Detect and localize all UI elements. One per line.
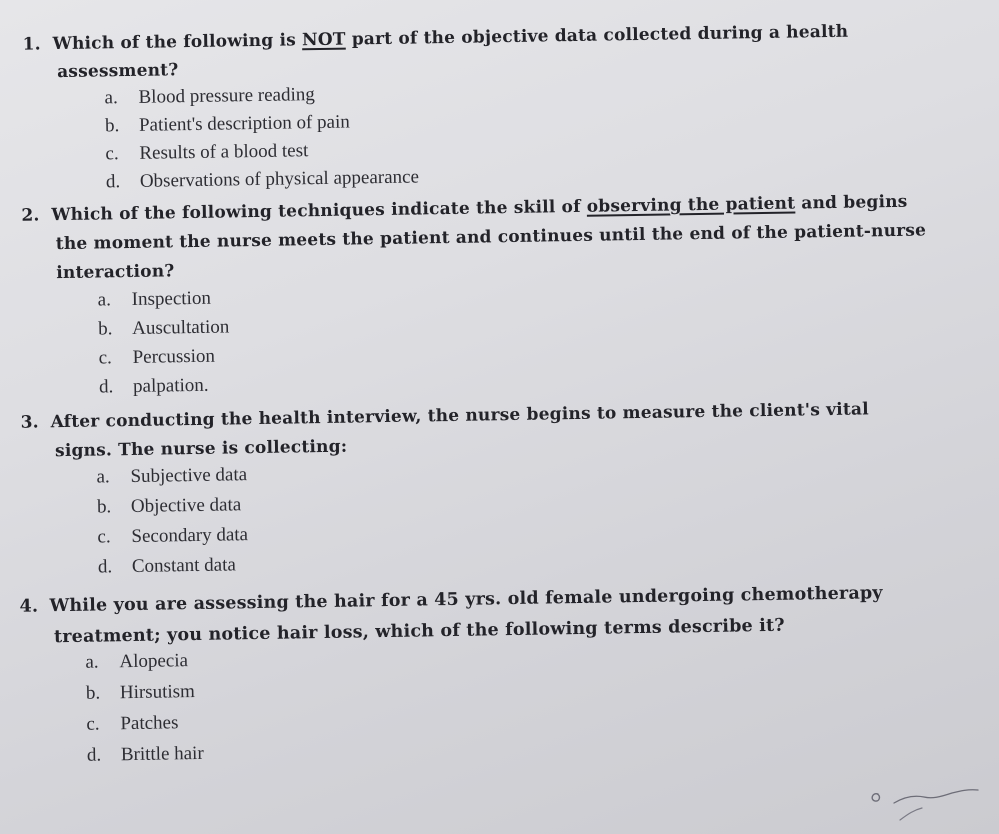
question-2-option-d xyxy=(99,375,209,399)
option-letter: c. xyxy=(105,143,119,165)
question-1-number: 1. xyxy=(22,34,42,55)
option-letter: d. xyxy=(105,171,121,193)
option-letter: b. xyxy=(98,318,113,340)
option-text: palpation. xyxy=(132,374,209,397)
question-1-line-2: assessment? xyxy=(56,60,179,83)
option-text: Inspection xyxy=(131,287,212,310)
question-2-option-b xyxy=(98,316,229,340)
question-1-option-b xyxy=(105,112,350,138)
question-3-number: 3. xyxy=(20,412,39,433)
question-2-number: 2. xyxy=(21,205,40,226)
option-text: Patches xyxy=(120,712,179,735)
option-letter: b. xyxy=(104,115,120,137)
question-2-text-pre: Which of the following techniques indicate the skill of xyxy=(51,196,587,226)
option-letter: b. xyxy=(96,496,112,518)
option-letter: c. xyxy=(98,347,112,369)
question-2-line-2: the moment the nurse meets the patient and continues until the end of the patient-nurse xyxy=(55,220,927,255)
question-4-line-1 xyxy=(19,583,883,617)
option-text: Constant data xyxy=(131,554,237,577)
option-letter: a. xyxy=(104,87,118,109)
question-3-option-d xyxy=(98,554,236,578)
option-letter: d. xyxy=(97,556,113,578)
question-4-option-d xyxy=(87,743,204,767)
question-2-emphasis: observing the patient xyxy=(586,193,796,217)
question-3-option-a xyxy=(96,464,247,488)
option-text: Results of a blood test xyxy=(139,140,309,164)
question-3-line-1 xyxy=(20,399,868,432)
question-4-text: While you are assessing the hair for a 45 yrs. old female undergoing chemotherapy xyxy=(49,583,883,617)
question-1-option-c xyxy=(105,140,308,165)
question-2-line-1 xyxy=(21,192,907,226)
option-letter: d. xyxy=(86,744,102,766)
question-1-option-a xyxy=(104,84,315,109)
question-1-emphasis: NOT xyxy=(301,29,346,51)
question-3-line-2: signs. The nurse is collecting: xyxy=(54,436,348,462)
option-text: Alopecia xyxy=(119,650,189,673)
question-3-option-b xyxy=(97,494,242,518)
question-1-text-post: part of the objective data collected during a health xyxy=(345,21,849,50)
question-4-option-a xyxy=(85,650,188,674)
question-2-line-3: interaction? xyxy=(56,261,175,284)
question-4-option-c xyxy=(86,712,178,735)
option-letter: a. xyxy=(85,651,99,673)
option-text: Blood pressure reading xyxy=(138,84,315,108)
question-3-text: After conducting the health interview, the nurse begins to measure the client's vital xyxy=(50,399,869,433)
question-3-option-c xyxy=(97,524,248,548)
question-2-text-post: and begins xyxy=(795,191,908,214)
option-letter: d. xyxy=(98,376,114,398)
option-letter: b. xyxy=(85,682,101,704)
option-text: Percussion xyxy=(132,345,216,368)
option-text: Observations of physical appearance xyxy=(139,166,420,192)
option-text: Subjective data xyxy=(130,464,248,488)
option-letter: a. xyxy=(96,466,110,488)
question-4-option-b xyxy=(86,681,195,705)
question-1-text-pre: Which of the following is xyxy=(52,30,303,55)
option-text: Secondary data xyxy=(131,524,249,548)
question-2-option-c xyxy=(98,346,215,370)
question-4-number: 4. xyxy=(19,596,39,617)
question-1-option-d xyxy=(106,166,419,193)
option-letter: c. xyxy=(86,713,100,735)
question-2-option-a xyxy=(98,288,211,312)
question-4-line-2: treatment; you notice hair loss, which of the following terms describe it? xyxy=(53,615,785,648)
option-text: Objective data xyxy=(130,494,242,518)
handwritten-mark xyxy=(860,776,990,826)
option-letter: c. xyxy=(97,526,111,548)
option-text: Hirsutism xyxy=(119,681,196,704)
question-1-line-1 xyxy=(23,22,849,55)
option-text: Patient's description of pain xyxy=(138,111,350,136)
option-text: Auscultation xyxy=(132,316,230,339)
option-letter: a. xyxy=(97,289,112,311)
option-text: Brittle hair xyxy=(120,742,204,766)
